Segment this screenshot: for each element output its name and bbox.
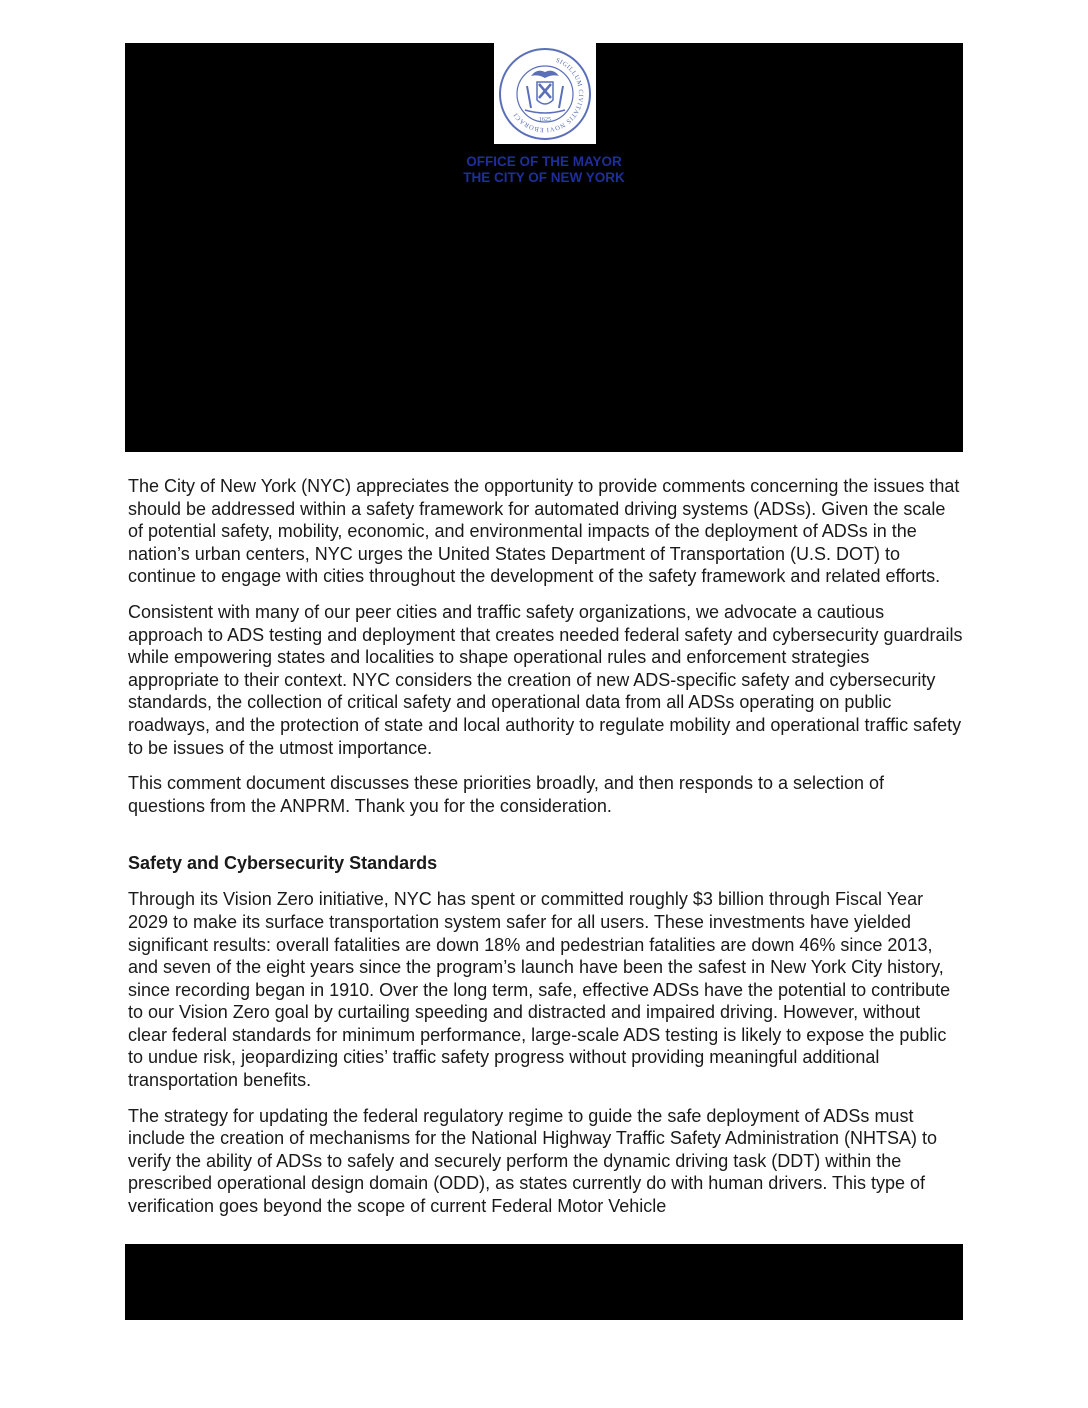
redaction-block-bottom: [125, 1244, 963, 1320]
document-body: [128, 475, 963, 1231]
paragraph-intro: The City of New York (NYC) appreciates the opportunity to provide comments concerning the issues that should be addressed within a safety framework for automated driving systems (ADSs). Given the scale of potential safety, mobility, economic, and environmental impacts of the deployment of ADSs in the nation’s urban centers, NYC urges the United States Department of Transportation (U.S. DOT) to continue to engage with cities throughout the development of the safety framework and related efforts.: [128, 476, 960, 587]
letterhead: [125, 154, 963, 186]
letterhead-city: THE CITY OF NEW YORK: [463, 170, 625, 185]
paragraph-strategy: The strategy for updating the federal regulatory regime to guide the safe deployment of ADSs must include the creation of mechanisms for the National Highway Traffic Safety Administration (NHTSA) to verify the ability of ADSs to safely and securely perform the dynamic driving task (DDT) within the prescribed operational design domain (ODD), as states currently do with human drivers. This type of verification goes beyond the scope of current Federal Motor Vehicle: [128, 1105, 938, 1217]
seal-motto: SIGILLUM CIVITATIS NOVI EBORACI: [512, 56, 585, 133]
nyc-seal-icon: [497, 46, 593, 142]
letterhead-office: OFFICE OF THE MAYOR: [466, 154, 622, 169]
seal-year: 1625: [539, 116, 551, 123]
paragraph-vision-zero: Through its Vision Zero initiative, NYC has spent or committed roughly $3 billion through Fiscal Year 2029 to make its surface transportation system safer for all users. These investments have yielded significant results: overall fatalities are down 18% and pedestrian fatalities are down 46% since 2013, and seven of the eight years since the program’s launch have been the safest in New York City history, since recording began in 1910. Over the long term, safe, effective ADSs have the potential to contribute to our Vision Zero goal by curtailing speeding and distracted and impaired driving. However, without clear federal standards for minimum performance, large-scale ADS testing is likely to expose the public to undue risk, jeopardizing cities’ traffic safety progress without providing meaningful additional transportation benefits.: [128, 889, 951, 1091]
section-heading-safety: Safety and Cybersecurity Standards: [128, 853, 438, 874]
seal-container: [494, 43, 596, 144]
paragraph-approach: Consistent with many of our peer cities and traffic safety organizations, we advocate a cautious approach to ADS testing and deployment that creates needed federal safety and cybersecurity guardrails while empowering states and localities to shape operational rules and enforcement strategies appropriate to their context. NYC considers the creation of new ADS-specific safety and cybersecurity standards, the collection of critical safety and operational data from all ADSs operating on public roadways, and the protection of state and local authority to regulate mobility and operational traffic safety to be issues of the utmost importance.: [128, 601, 963, 758]
paragraph-overview: This comment document discusses these priorities broadly, and then responds to a selection of questions from the ANPRM. Thank you for the consideration.: [128, 773, 885, 816]
